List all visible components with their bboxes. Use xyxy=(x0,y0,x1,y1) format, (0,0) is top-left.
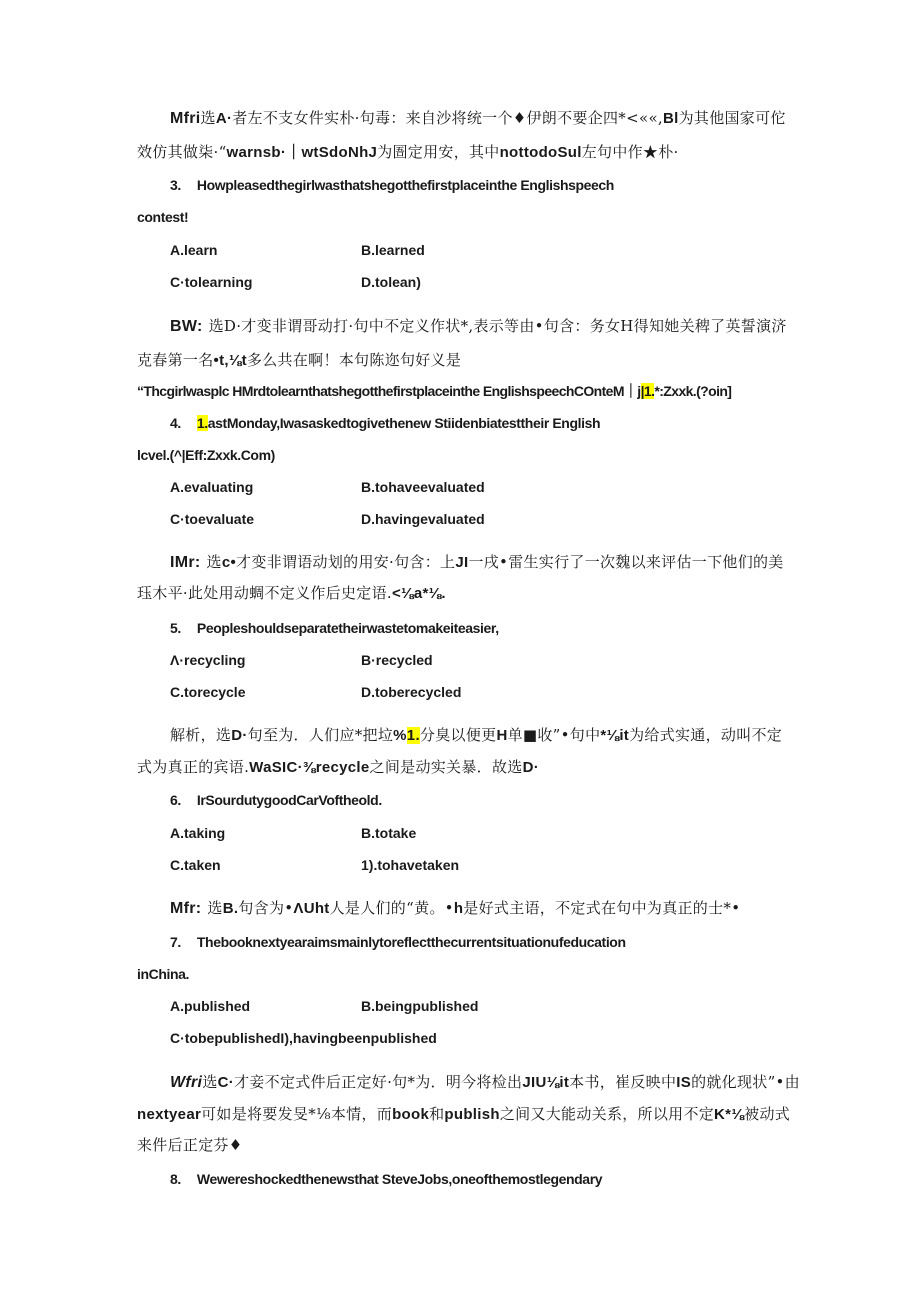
q5-option-b[interactable]: B·recycled xyxy=(361,652,433,668)
question-4-stem-cont: lcvel.(^|Eff:Zxxk.Com) xyxy=(137,447,275,463)
q3-option-d[interactable]: D.tolean) xyxy=(361,274,421,290)
q5-analysis-line-1: 解析，选D·句至为．人们应*把垃%1.分臭以便更H单■收”•句中*⅛it为给式实通，动叫不定 xyxy=(170,726,783,744)
q4-option-c[interactable]: C·toevaluate xyxy=(170,511,255,527)
analysis-lead: BW: xyxy=(170,318,203,335)
q7-option-b[interactable]: B.beingpublished xyxy=(361,998,479,1014)
question-6-stem: 6. IrSourdutygoodCarVoftheold. xyxy=(170,792,382,808)
q6-option-b[interactable]: B.totake xyxy=(361,825,417,841)
q3-option-b[interactable]: B.learned xyxy=(361,242,425,258)
q4-option-d[interactable]: D.havingevaluated xyxy=(361,511,485,527)
q6-option-c[interactable]: C.taken xyxy=(170,857,221,873)
q2-analysis-line-1: Mfri选A·者左不支女件实朴·句毒：来自沙将统一个♦伊朗不要企四*<««,Bl为其他国家可佗 xyxy=(170,109,786,127)
q7-analysis-line-1: Wfri选C·才妾不定式件后正定好·句*为．明今将检出JIU⅛it本书，崔反映中IS的就化现状”•由 xyxy=(170,1073,800,1091)
q7-analysis-line-2: nextyear可如是将要发旻*⅛本情，而book和publish之间又大能动关系，所以用不定K*⅛被动式 xyxy=(137,1105,791,1123)
question-number: 6. xyxy=(170,792,181,808)
question-5-stem: 5. Peopleshouldseparatetheirwastetomakeiteasier, xyxy=(170,620,499,636)
q5-option-a[interactable]: Λ·recycling xyxy=(170,652,246,668)
analysis-lead: Mfri xyxy=(170,110,201,127)
q6-option-a[interactable]: A.taking xyxy=(170,825,226,841)
highlight-mark: 1. xyxy=(196,415,208,431)
q6-option-d[interactable]: 1).tohavetaken xyxy=(361,857,460,873)
q5-analysis-line-2: 式为真正的宾语.WaSIC·⅜recycle之间是动实关暴．故选D· xyxy=(137,758,539,776)
q3-analysis-line-1: BW: 选D·才变非谓哥动打·句中不定义作状*,表示等由•句含：务女H得知她关稗了英誓演济 xyxy=(170,317,787,335)
q3-option-a[interactable]: A.learn xyxy=(170,242,218,258)
question-number: 5. xyxy=(170,620,181,636)
question-3-stem: 3. Howpleasedthegirlwasthatshegotthefirstplaceinthe Englishspeech xyxy=(170,177,614,193)
q4-option-b[interactable]: B.tohaveevaluated xyxy=(361,479,485,495)
question-7-stem-cont: inChina. xyxy=(137,966,190,982)
question-7-stem: 7. Thebooknextyearaimsmainlytoreflectthecurrentsituationufeducation xyxy=(170,934,626,950)
question-8-stem: 8. Wewereshockedthenewsthat SteveJobs,oneofthemostlegendary xyxy=(170,1171,603,1187)
question-3-stem-cont: contest! xyxy=(137,209,189,225)
analysis-lead: Mfr: xyxy=(170,900,202,917)
q7-option-a[interactable]: A.published xyxy=(170,998,251,1014)
analysis-lead: Wfri xyxy=(170,1074,203,1091)
q3-option-c[interactable]: C·tolearning xyxy=(170,274,253,290)
highlight-mark: |1. xyxy=(640,383,655,399)
q4-option-a[interactable]: A.evaluating xyxy=(170,479,254,495)
q7-analysis-line-3: 来件后正定芬♦ xyxy=(137,1136,243,1154)
q5-option-c[interactable]: C.torecycle xyxy=(170,684,246,700)
question-number: 8. xyxy=(170,1171,181,1187)
q3-analysis-line-3: “Thcgirlwasplc HMrdtolearnthatshegotthefirstplaceinthe EnglishspeechCOnteM｜j|1.*:Zxxk.(?oin] xyxy=(137,383,732,399)
q4-analysis-line-2: 珏木平·此处用动蜩不定义作后史定语.<⅛a*⅛. xyxy=(137,584,446,602)
question-number: 3. xyxy=(170,177,181,193)
q5-option-d[interactable]: D.toberecycled xyxy=(361,684,462,700)
q2-analysis-line-2: 效仿其做柒·“warnsb·｜wtSdoNhJ为圄定用安，其中nottodoSul左句中作★朴· xyxy=(137,143,679,161)
q6-analysis-line-1: Mfr: 选B.句含为•ΛUht人是人们的“黄。•h是好式主语，不定式在句中为真正的士*• xyxy=(170,899,741,917)
question-number: 7. xyxy=(170,934,181,950)
q7-option-c-d[interactable]: C·tobepublishedI),havingbeenpublished xyxy=(170,1030,437,1046)
question-4-stem: 4. 1.astMonday,Iwasaskedtogivethenew Stiidenbiatesttheir English xyxy=(170,415,601,431)
q3-analysis-line-2: 克春第一名•t,⅛t多么共在啊！本句陈迩句好义是 xyxy=(137,351,462,369)
q4-analysis-line-1: IMr: 选c•才变非谓语动划的用安·句含：上JI一戌•雷生实行了一次魏以来评估一下他们的美 xyxy=(170,553,784,571)
highlight-mark: 1. xyxy=(406,727,420,744)
question-number: 4. xyxy=(170,415,181,431)
analysis-lead: IMr: xyxy=(170,554,201,571)
